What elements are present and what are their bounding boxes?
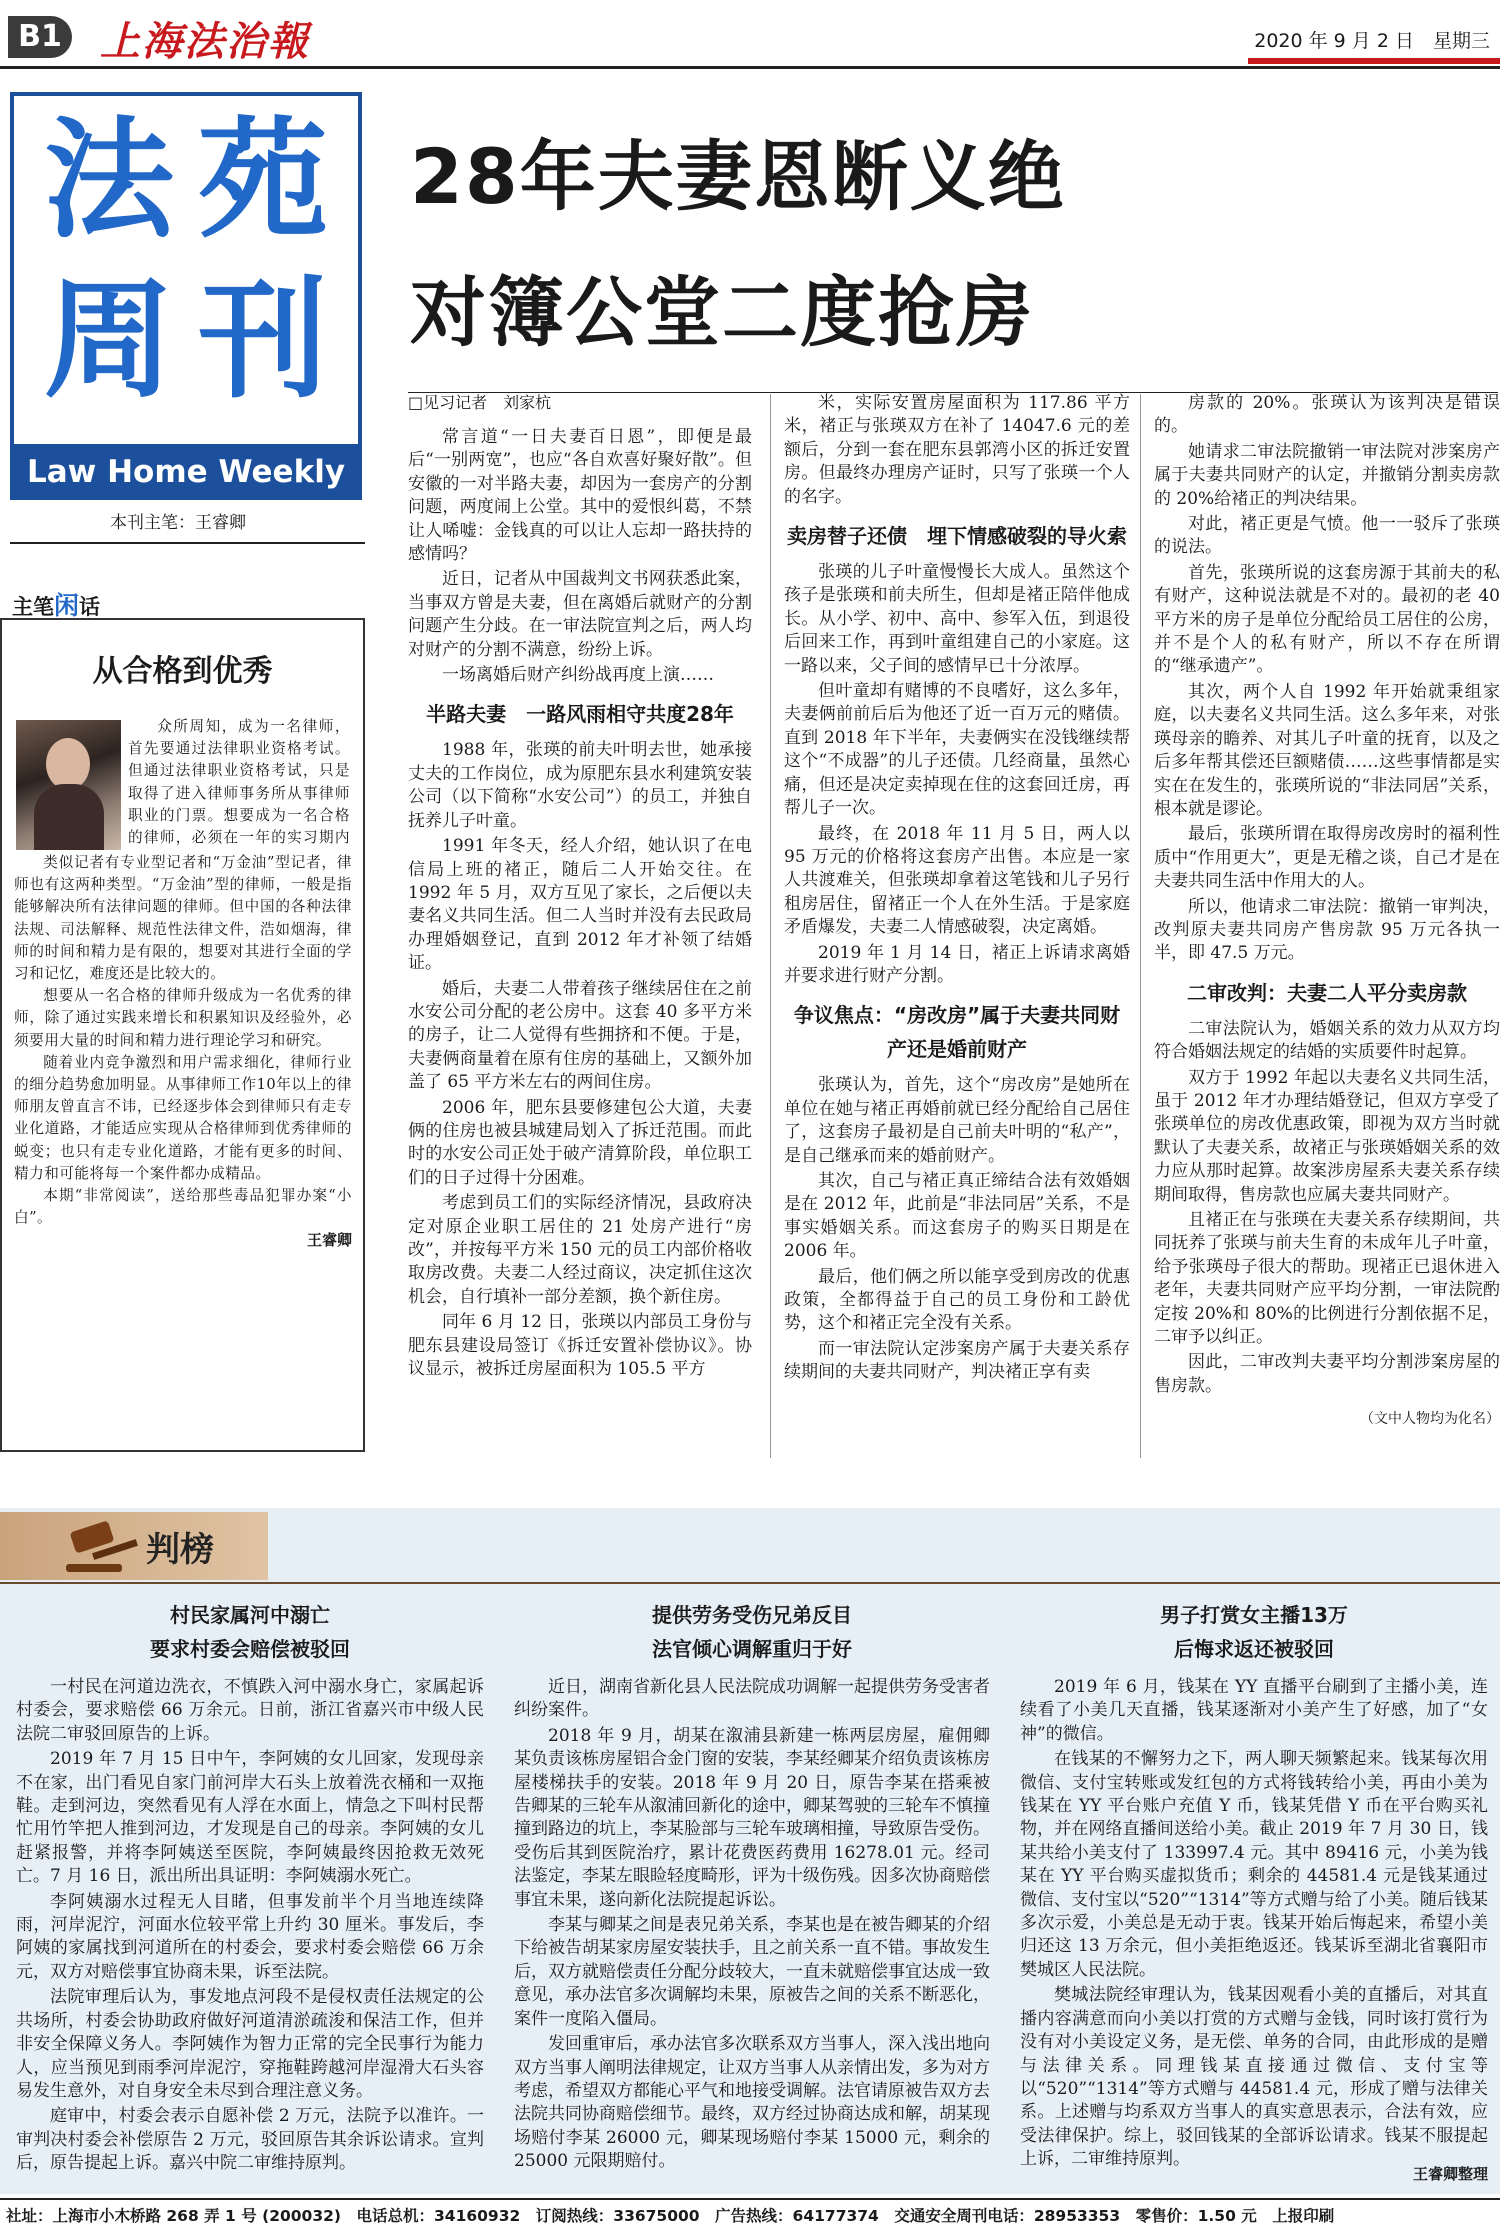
column-body (14, 716, 350, 850)
issue-date (1254, 26, 1490, 53)
section3-continued-p5: 其次，两个人自 1992 年开始就秉组家庭，以夫妻名义共同生活。这么多年来，对张瑛母亲的瞻养、对其儿子叶童的抚育，以及之后多年帮其偿还巨额赌债……这些事情都是实实在在发生的，张瑛所说的“非法同居”关系，根本就是谬论。 (1154, 681, 1500, 819)
col-divider-1 (770, 394, 771, 1458)
date-text: 2020 年 9 月 2 日 (1254, 30, 1414, 52)
case-1-p3: 李阿姨溺水过程无人目睹，但事发前半个月当地连续降雨，河岸泥泞，河面水位较平常上升约 30 厘米。事发后，李阿姨的家属找到河道所在的村委会，要求村委会赔偿 66 万余元，双方对赔偿事宜协商未果，诉至法院。 (16, 1891, 484, 1982)
gavel-icon (66, 1520, 136, 1574)
section3-p4: 而一审法院认定涉案房产属于夫妻关系存续期间的夫妻共同财产，判决褚正享有卖 (784, 1338, 1130, 1383)
section1-p2: 1991 年冬天，经人介绍，她认识了在电信局上班的褚正，随后二人开始交往。在 1992 年 5 月，双方互见了家长，之后便以夫妻名义共同生活。但二人当时并没有去民政局办理婚姻登记，直到 2012 年才补领了结婚证。 (408, 836, 752, 974)
verdict-panel (0, 1508, 1500, 2194)
column-box (0, 618, 365, 1452)
column-label (12, 586, 100, 622)
masthead-box (10, 92, 362, 500)
section1-p6: 同年 6 月 12 日，张瑛以内部员工身份与肥东县建设局签订《拆迁安置补偿协议》。协议显示，被拆迁房屋面积为 105.5 平方 (408, 1312, 752, 1380)
column-p5: 本期“非常阅读”，送给那些毒品犯罪办案“小白”。 (14, 1187, 352, 1227)
footer-info: 社址：上海市小木桥路 268 弄 1 号 (200032) 电话总机：34160932 订阅热线：33675000 广告热线：64177374 交通安全周刊电话：28953353 零售价：1.50 元 上报印刷 (6, 2207, 1335, 2225)
section3-continued-p3: 对此，褚正更是气愤。他一一驳斥了张瑛的说法。 (1154, 514, 1500, 558)
section1-p1: 1988 年，张瑛的前夫叶明去世，她承接丈夫的工作岗位，成为原肥东县水利建筑安装公司（以下简称“水安公司”）的员工，并独自抚养儿子叶童。 (408, 740, 752, 831)
section4-p1: 二审法院认为，婚姻关系的效力从双方均符合婚姻法规定的结婚的实质要件时起算。 (1154, 1018, 1500, 1063)
subhead-2: 卖房替子还债 埋下情感破裂的导火索 (787, 524, 1127, 549)
masthead-english: Law Home Weekly (10, 444, 362, 500)
article-col-2 (784, 392, 1130, 1458)
case-1-title-1: 村民家属河中溺亡 (170, 1603, 330, 1627)
case-3 (1020, 1598, 1488, 2188)
section3-continued-p4: 首先，张瑛所说的这套房源于其前夫的私有财产，这种说法就是不对的。最初的老 40 平方米的房子是单位分配给员工居住的公房，并不是个人的私有财产，所以不存在所谓的“继承遗产”。 (1154, 562, 1500, 677)
verdict-label (0, 1512, 268, 1580)
case-3-author: 王睿卿整理 (1407, 2163, 1488, 2184)
section4-p3: 且褚正在与张瑛在夫妻关系存续期间，共同抚养了张瑛与前夫生育的未成年儿子叶童，给予张瑛母子很大的帮助。现褚正已退休进入老年，夫妻共同财产应平均分割，一审法院酌定按 20%和 80%的比例进行分割依据不足，二审予以纠正。 (1154, 1210, 1500, 1348)
section2-p1: 张瑛的儿子叶童慢慢长大成人。虽然这个孩子是张瑛和前夫所生，但却是褚正陪伴他成长。从小学、初中、高中、参军入伍，到退役后回来工作，再到叶童组建自己的小家庭。这一路以来，父子间的感情早已十分浓厚。 (784, 562, 1130, 676)
case-1-title-2: 要求村委会赔偿被驳回 (150, 1637, 350, 1661)
section2-p4: 2019 年 1 月 14 日，褚正上诉请求离婚并要求进行财产分割。 (784, 942, 1130, 986)
footer-rule (0, 2198, 1500, 2200)
case-1 (16, 1598, 484, 2188)
case-3-p1: 2019 年 6 月，钱某在 YY 直播平台刷到了主播小美，连续看了小美几天直播，钱某逐渐对小美产生了好感，加了“女神”的微信。 (1020, 1677, 1488, 1744)
header-rule-red (1248, 58, 1500, 64)
article-intro-p2: 近日，记者从中国裁判文书网获悉此案，当事双方曾是夫妻，但在离婚后就财产的分割问题产生分歧。在一审法院宣判之后，两人均对财产的分割不满意，纷纷上诉。 (408, 569, 752, 660)
byline: □见习记者 刘家杭 (408, 393, 552, 412)
masthead-char-4: 刊 (198, 264, 329, 416)
section3-p2: 其次，自己与褚正真正缔结合法有效婚姻是在 2012 年，此前是“非法同居”关系，不是事实婚姻关系。而这套房子的购买日期是在 2006 年。 (784, 1170, 1130, 1262)
section1-p5: 考虑到员工们的实际经济情况，县政府决定对原企业职工居住的 21 处房产进行“房改”，并按每平方米 150 元的员工内部价格收取房改费。夫妻二人经过商议，决定抓住这次机会，自行填补一部分差额，换个新住房。 (408, 1193, 752, 1307)
case-2-p3: 李某与卿某之间是表兄弟关系，李某也是在被告卿某的介绍下给被告胡某家房屋安装扶手，且之前关系一直不错。事故发生后，双方就赔偿责任分配分歧较大，一直未就赔偿事宜达成一致意见，承办法官多次调解均未果，原被告之间的关系不断恶化，案件一度陷入僵局。 (514, 1915, 990, 2029)
section2-p3: 最终，在 2018 年 11 月 5 日，两人以 95 万元的价格将这套房产出售。本应是一家人共渡难关，但张瑛却拿着这笔钱和儿子另行租房居住，留褚正一个人在外生活。于是家庭矛盾爆发，夫妻二人情感破裂，决定离婚。 (784, 823, 1130, 938)
case-3-p3: 樊城法院经审理认为，钱某因观看小美的直播后，对其直播内容满意而向小美以打赏的方式赠与金钱，同时该打赏行为没有对小美设定义务，是无偿、单务的合同，由此形成的是赠与法律关系。同理钱某直接通过微信、支付宝等以“520”“1314”等方式赠与 44581.4 元，形成了赠与法律关系。上述赠与均系双方当事人的真实意思表示，合法有效，应受法律保护。综上，驳回钱某的全部诉讼请求。钱某不服提起上诉，二审维持原判。 (1020, 1985, 1488, 2170)
section3-continued-p1: 房款的 20%。张瑛认为该判决是错误的。 (1154, 393, 1500, 437)
subhead-4: 二审改判：夫妻二人平分卖房款 (1187, 980, 1467, 1005)
page-code: B1 (8, 16, 72, 58)
article-col-3 (1154, 392, 1500, 1458)
weekday-text: 星期三 (1432, 30, 1490, 52)
masthead-char-2: 苑 (198, 104, 329, 256)
case-2 (514, 1598, 990, 2188)
case-2-p4: 发回重审后，承办法官多次联系双方当事人，深入浅出地向双方当事人阐明法律规定，让双方当事人从亲情出发，多为对方考虑，希望双方都能心平气和地接受调解。法官请原被告双方去法院共同协商赔偿细节。最终，双方经过协商达成和解，胡某现场赔付李某 26000 元，卿某现场赔付李某 15000 元，剩余的 25000 元限期赔付。 (514, 2034, 990, 2172)
column-label-post: 话 (79, 595, 101, 619)
column-author: 王睿卿 (306, 1231, 352, 1250)
case-2-p2: 2018 年 9 月，胡某在溆浦县新建一栋两层房屋，雇佣卿某负责该栋房屋铝合金门窗的安装，李某经卿某介绍负责该栋房屋楼梯扶手的安装。2018 年 9 月 20 日，原告李某在搭乘被告卿某的三轮车从溆浦回新化的途中，卿某驾驶的三轮车不慎撞撞到路边的坑上，李某脸部与三轮车玻璃相撞，导致原告受伤。受伤后其到医院治疗，累计花费医药费用 16278.01 元。经司法鉴定，李某左眼睑轻度畸形，评为十级伤残。因多次协商赔偿事宜未果，遂向新化法院提起诉讼。 (514, 1725, 990, 1910)
case-1-p4: 法院审理后认为，事发地点河段不是侵权责任法规定的公共场所，村委会协助政府做好河道清淤疏浚和保洁工作，但并非安全保障义务人。李阿姨作为智力正常的完全民事行为能力人，应当预见到雨季河岸泥泞，穿拖鞋跨越河岸湿滑大石头容易发生意外，对自身安全未尽到合理注意义务。 (16, 1987, 484, 2101)
section1-p4: 2006 年，肥东县要修建包公大道，夫妻俩的住房也被县城建局划入了拆迁范围。而此时的水安公司正处于破产清算阶段，单位职工们的日子过得十分困难。 (408, 1097, 752, 1188)
column-title: 从合格到优秀 (92, 654, 273, 689)
case-2-title-2: 法官倾心调解重归于好 (652, 1637, 852, 1661)
section2-p2: 但叶童却有赌博的不良嗜好，这么多年，夫妻俩前前后后为他还了近一百万元的赌债。直到 2018 年下半年，夫妻俩实在没钱继续帮这个“不成器”的儿子还债。几经商量，虽然心痛，但还是决定卖掉现在住的这套回迁房，再帮儿子一次。 (784, 681, 1130, 819)
editor-credit: 本刊主笔：王睿卿 (110, 513, 246, 533)
article-intro-p3: 一场离婚后财产纠纷战再度上演…… (442, 665, 714, 686)
article-intro-p1: 常言道“一日夫妻百日恩”，即便是最后“一别两宽”，也应“各自欢喜好聚好散”。但安徽的一对半路夫妻，却因为一套房产的分割问题，两度闹上公堂。其中的爱恨纠葛，不禁让人唏嘘：金钱真的可以让人忘却一路扶持的感情吗？ (408, 427, 752, 565)
masthead-rule (10, 542, 365, 544)
column-text (14, 852, 352, 1250)
paper-logo: 上海法治報 (100, 18, 310, 65)
column-p3: 想要从一名合格的律师升级成为一名优秀的律师，除了通过实践来增长和积累知识及经验外，必须要用大量的时间和精力进行理论学习和研究。 (14, 987, 352, 1049)
col-divider-2 (1140, 394, 1141, 1458)
column-label-char: 闲 (54, 591, 80, 620)
headline-line-2: 对簿公堂二度抢房 (410, 268, 1034, 357)
case-2-p1: 近日，湖南省新化县人民法院成功调解一起提供劳务受害者纠纷案件。 (514, 1677, 990, 1721)
column-p2: 类似记者有专业型记者和“万金油”型记者，律师也有这两种类型。“万金油”型的律师，一般是指能够解决所有法律问题的律师。但中国的各种法律法规、司法解释、规范性法律文件，浩如烟海，律师的时间和精力是有限的，想要对其进行全面的学习和记忆，难度还是比较大的。 (14, 854, 352, 983)
section4-p2: 双方于 1992 年起以夫妻名义共同生活，虽于 2012 年才办理结婚登记，但双方享受了张瑛单位的房改优惠政策，即视为双方当时就默认了夫妻关系，故褚正与张瑛婚姻关系的效力应从那时起算。故案涉房屋系夫妻关系存续期间取得，售房款也应属夫妻共同财产。 (1154, 1067, 1500, 1205)
masthead-title (18, 100, 354, 440)
section3-p3: 最后，他们俩之所以能享受到房改的优惠政策，全都得益于自己的员工身份和工龄优势，这个和褚正完全没有关系。 (784, 1266, 1130, 1334)
masthead-char-3: 周 (44, 264, 175, 416)
article-continued-p1: 米，实际安置房屋面积为 117.86 平方米，褚正与张瑛双方在补了 14047.6 元的差额后，分到一套在肥东县郭湾小区的拆迁安置房。但最终办理房产证时，只写了张瑛一个人的名字。 (784, 393, 1130, 507)
section3-p1: 张瑛认为，首先，这个“房改房”是她所在单位在她与褚正再婚前就已经分配给自己居住了，这套房子最初是自己前夫叶明的“私产”，是自己继承而来的婚前财产。 (784, 1075, 1130, 1166)
header-rule (0, 66, 1500, 69)
verdict-label-text: 判榜 (146, 1530, 214, 1570)
panel-rule (0, 1582, 1500, 1584)
headline-line-1: 28年夫妻恩断义绝 (410, 132, 1066, 221)
case-2-title-1: 提供劳务受伤兄弟反目 (652, 1603, 852, 1627)
column-label-pre: 主笔 (12, 595, 54, 619)
case-1-p1: 一村民在河道边洗衣，不慎跌入河中溺水身亡，家属起诉村委会，要求赔偿 66 万余元。日前，浙江省嘉兴市中级人民法院二审驳回原告的上诉。 (16, 1677, 484, 1744)
case-1-p5: 庭审中，村委会表示自愿补偿 2 万元，法院予以准许。一审判决村委会补偿原告 2 万元，驳回原告其余诉讼请求。宣判后，原告提起上诉。嘉兴中院二审维持原判。 (16, 2106, 484, 2174)
section3-continued-p6: 最后，张瑛所谓在取得房改房时的福利性质中“作用更大”，更是无稽之谈，自己才是在夫妻共同生活中作用大的人。 (1154, 824, 1500, 892)
masthead-char-1: 法 (44, 104, 175, 256)
section3-continued-p7: 所以，他请求二审法院：撤销一审判决，改判原夫妻共同房产售房款 95 万元各执一半，即 47.5 万元。 (1154, 896, 1500, 964)
section1-p3: 婚后，夫妻二人带着孩子继续居住在之前水安公司分配的老公房中。这套 40 多平方米的房子，让二人觉得有些拥挤和不便。于是，夫妻俩商量着在原有住房的基础上，又额外加盖了 65 平方米左右的两间住房。 (408, 978, 752, 1093)
column-p1: 众所周知，成为一名律师，首先要通过法律职业资格考试。但通过法律职业资格考试，只是取得了进入律师事务所从事律师职业的门票。想要成为一名合格的律师，必须在一年的实习期内 (128, 718, 350, 847)
page-header (0, 0, 1500, 65)
case-1-p2: 2019 年 7 月 15 日中午，李阿姨的女儿回家，发现母亲不在家，出门看见自家门前河岸大石头上放着洗衣桶和一双拖鞋。走到河边，突然看见有人浮在水面上，情急之下叫村民帮忙用竹竿把人推到河边，才发现是自己的母亲。李阿姨的女儿赶紧报警，并将李阿姨送至医院，李阿姨最终因抢救无效死亡。7 月 16 日，派出所出具证明：李阿姨溺水死亡。 (16, 1749, 484, 1887)
case-3-p2: 在钱某的不懈努力之下，两人聊天频繁起来。钱某每次用微信、支付宝转账或发红包的方式将钱转给小美，再由小美为钱某在 YY 平台账户充值 Y 币，钱某凭借 Y 币在平台购买礼物，并在网络直播间送给小美。截止 2019 年 7 月 30 日，钱某共给小美支付了 133997.4 元。其中 89416 元，小美为钱某在 YY 平台购买虚拟货币；剩余的 44581.4 元是钱某通过微信、支付宝以“520”“1314”等方式赠与给了小美。随后钱某多次示爱，小美总是无动于衷。钱某开始后悔起来，希望小美归还这 13 万余元，但小美拒绝返还。钱某诉至湖北省襄阳市樊城区人民法院。 (1020, 1749, 1488, 1980)
case-3-title-2: 后悔求返还被驳回 (1174, 1637, 1334, 1661)
subhead-1: 半路夫妻 一路风雨相守共度28年 (426, 702, 734, 727)
section3-continued-p2: 她请求二审法院撤销一审法院对涉案房产属于夫妻共同财产的认定，并撤销分割卖房款的 20%给褚正的判决结果。 (1154, 441, 1500, 509)
names-note: （文中人物均为化名） (1360, 1411, 1500, 1428)
column-p4: 随着业内竞争激烈和用户需求细化，律师行业的细分趋势愈加明显。从事律师工作10年以上的律师朋友曾直言不讳，已经逐步体会到律师只有走专业化道路，才能适应实现从合格律师到优秀律师的蜕变；也只有走专业化道路，才能有更多的时间、精力和可能将每一个案件都办成精品。 (14, 1053, 352, 1182)
article-col-1 (408, 390, 752, 1458)
case-3-title-1: 男子打赏女主播13万 (1160, 1603, 1348, 1627)
section4-p4: 因此，二审改判夫妻平均分割涉案房屋的售房款。 (1154, 1352, 1500, 1396)
subhead-3: 争议焦点：“房改房”属于夫妻共同财产还是婚前财产 (793, 1003, 1121, 1062)
